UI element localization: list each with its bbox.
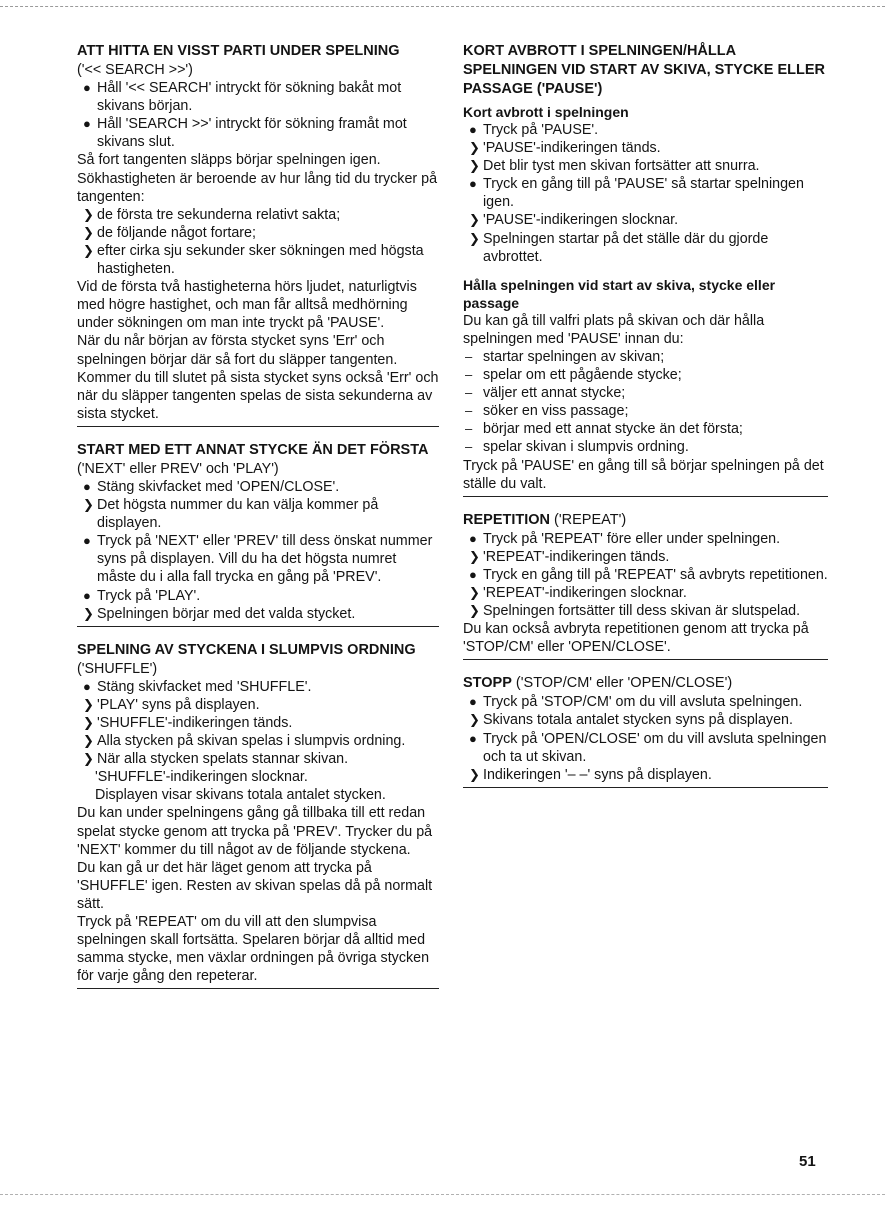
list-item: – börjar med ett annat stycke än det första;	[465, 421, 743, 438]
arrow-marker: ❯	[469, 766, 480, 782]
list-item: ❯ Spelningen börjar med det valda stycket.	[83, 605, 356, 622]
arrow-marker: ❯	[469, 712, 480, 728]
arrow-marker: ❯	[83, 242, 94, 258]
list-item: ● Tryck en gång till på 'REPEAT' så avbryts repetitionen.	[469, 566, 828, 583]
bullet-marker: ●	[469, 730, 477, 746]
paragraph: Du kan gå ur det här läget genom att trycka på 'SHUFFLE' igen. Resten av skivan spelas då på normalt sätt.	[77, 859, 433, 912]
arrow-marker: ❯	[469, 158, 480, 174]
arrow-marker: ❯	[83, 733, 94, 749]
section-title: SPELNING AV STYCKENA I SLUMPVIS ORDNING	[77, 641, 416, 658]
dash-marker: –	[465, 421, 473, 437]
list-item: ● Håll 'SEARCH >>' intryckt för sökning framåt mot skivans slut.	[83, 116, 407, 151]
list-item: ❯ 'REPEAT'-indikeringen tänds.	[469, 548, 670, 565]
list-item: ● Håll '<< SEARCH' intryckt för sökning bakåt mot skivans början.	[83, 80, 402, 115]
paragraph: ('SHUFFLE')	[77, 660, 158, 677]
list-item: – söker en viss passage;	[465, 403, 629, 420]
arrow-marker: ❯	[469, 548, 480, 564]
list-item: – väljer ett annat stycke;	[465, 385, 626, 402]
list-item: ● Tryck på 'PAUSE'.	[469, 122, 599, 138]
arrow-marker: ❯	[83, 696, 94, 712]
list-item: ❯ När alla stycken spelats stannar skivan.	[83, 751, 349, 768]
bullet-marker: ●	[83, 587, 91, 603]
left-column	[77, 42, 439, 1003]
list-item: ● Tryck på 'REPEAT' före eller under spelningen.	[469, 530, 781, 547]
list-item: ● Tryck på 'OPEN/CLOSE' om du vill avsluta spelningen och ta ut skivan.	[469, 730, 827, 765]
list-item: ❯ 'PAUSE'-indikeringen slocknar.	[469, 212, 679, 229]
list-item: ❯ Det högsta nummer du kan välja kommer på displayen.	[83, 497, 379, 532]
arrow-marker: ❯	[83, 605, 94, 621]
bullet-marker: ●	[469, 176, 477, 192]
dash-marker: –	[465, 367, 473, 383]
scan-top-edge	[0, 6, 885, 7]
arrow-marker: ❯	[83, 224, 94, 240]
bullet-marker: ●	[83, 478, 91, 494]
page-number: 51	[799, 1153, 816, 1170]
paragraph: ('<< SEARCH >>')	[77, 62, 193, 78]
section-title: REPETITION ('REPEAT')	[463, 511, 627, 528]
list-item: ❯ efter cirka sju sekunder sker sökningen med högsta hastigheten.	[83, 242, 424, 278]
arrow-marker: ❯	[83, 206, 94, 222]
paragraph: Så fort tangenten släpps börjar spelningen igen.	[77, 152, 381, 169]
paragraph: Du kan gå till valfri plats på skivan och där hålla spelningen med 'PAUSE' innan du:	[463, 312, 765, 347]
list-item-continuation: Displayen visar skivans totala antalet stycken.	[95, 787, 386, 804]
list-item: ❯ Skivans totala antalet stycken syns på displayen.	[469, 712, 793, 729]
list-item: ❯ Det blir tyst men skivan fortsätter att snurra.	[469, 158, 760, 175]
paragraph: Tryck på 'REPEAT' om du vill att den slumpvisa spelningen skall fortsätta. Spelaren börjar då alltid med samma stycke, men växlar ordningen på övriga stycken för varje gång den repeterar.	[77, 914, 430, 985]
section	[463, 674, 828, 787]
arrow-marker: ❯	[469, 140, 480, 156]
list-item: ● Tryck en gång till på 'PAUSE' så startar spelningen igen.	[469, 176, 804, 211]
list-item: ❯ Indikeringen '– –' syns på displayen.	[469, 766, 712, 783]
arrow-marker: ❯	[469, 212, 480, 228]
paragraph: Vid de första två hastigheterna hörs ljudet, naturligtvis med högre hastighet, och man får alltså medhörning under sökningen om man inte tryckt på 'PAUSE'.	[77, 279, 417, 332]
section-title-suffix: ('REPEAT')	[550, 511, 627, 528]
list-item: – startar spelningen av skivan;	[465, 348, 665, 365]
section	[77, 42, 439, 427]
section-title: ATT HITTA EN VISST PARTI UNDER SPELNING	[77, 43, 400, 59]
scan-bottom-edge	[0, 1194, 885, 1195]
right-column	[463, 42, 828, 802]
bullet-marker: ●	[469, 530, 477, 546]
bullet-marker: ●	[83, 80, 91, 96]
bullet-marker: ●	[469, 566, 477, 582]
list-item: ❯ 'SHUFFLE'-indikeringen tänds.	[83, 715, 293, 731]
paragraph: Sökhastigheten är beroende av hur lång tid du trycker på tangenten:	[77, 170, 438, 205]
list-item: ❯ 'REPEAT'-indikeringen slocknar.	[469, 584, 687, 601]
arrow-marker: ❯	[469, 230, 480, 246]
section-title: START MED ETT ANNAT STYCKE ÄN DET FÖRSTA	[77, 441, 429, 458]
list-item: ❯ de följande något fortare;	[83, 224, 256, 241]
subheading: Hålla spelningen vid start av skiva, stycke eller passage	[463, 276, 776, 311]
arrow-marker: ❯	[83, 497, 94, 513]
section	[77, 441, 439, 627]
bullet-marker: ●	[469, 122, 477, 137]
list-item: ● Stäng skivfacket med 'SHUFFLE'.	[83, 678, 312, 695]
list-item: ❯ Spelningen startar på det ställe där du gjorde avbrottet.	[469, 230, 769, 265]
list-item: – spelar skivan i slumpvis ordning.	[465, 439, 689, 456]
list-item: – spelar om ett pågående stycke;	[465, 367, 682, 384]
paragraph: Du kan under spelningens gång gå tillbaka till ett redan spelat stycke genom att trycka på 'PREV'. Trycker du på 'NEXT' kommer du till något av de följande styckena.	[77, 805, 433, 858]
list-item: ● Tryck på 'STOP/CM' om du vill avsluta spelningen.	[469, 694, 803, 711]
bullet-marker: ●	[469, 694, 477, 710]
dash-marker: –	[465, 403, 473, 419]
list-item: ❯ de första tre sekunderna relativt sakta;	[83, 206, 341, 223]
list-item: ● Tryck på 'NEXT' eller 'PREV' till dess önskat nummer syns på displayen. Vill du ha det högsta numret måste du i alla fall trycka en gång på 'PREV'.	[83, 533, 433, 586]
bullet-marker: ●	[83, 678, 91, 694]
section-title-suffix: ('STOP/CM' eller 'OPEN/CLOSE')	[511, 675, 733, 692]
dash-marker: –	[465, 439, 473, 455]
section-title: STOPP ('STOP/CM' eller 'OPEN/CLOSE')	[463, 675, 733, 692]
bullet-marker: ●	[83, 116, 91, 132]
list-item: ❯ Spelningen fortsätter till dess skivan är slutspelad.	[469, 603, 801, 620]
dash-marker: –	[465, 348, 473, 364]
list-item: ❯ 'PLAY' syns på displayen.	[83, 696, 260, 713]
arrow-marker: ❯	[83, 715, 94, 730]
list-item: ● Tryck på 'PLAY'.	[83, 587, 201, 604]
list-item-continuation: 'SHUFFLE'-indikeringen slocknar.	[95, 769, 308, 786]
dash-marker: –	[465, 385, 473, 401]
paragraph: Du kan också avbryta repetitionen genom att trycka på 'STOP/CM' eller 'OPEN/CLOSE'.	[463, 621, 809, 656]
section-title: KORT AVBROTT I SPELNINGEN/HÅLLA SPELNINGEN VID START AV SKIVA, STYCKE ELLER PASSAGE ('PAUSE')	[463, 43, 825, 97]
section	[463, 42, 828, 497]
paragraph: Tryck på 'PAUSE' en gång till så börjar spelningen på det ställe du valt.	[463, 457, 824, 492]
subheading: Kort avbrott i spelningen	[463, 104, 629, 120]
section	[77, 641, 439, 990]
arrow-marker: ❯	[469, 603, 480, 619]
list-item: ❯ 'PAUSE'-indikeringen tänds.	[469, 140, 661, 157]
paragraph: När du når början av första stycket syns 'Err' och spelningen börjar där så fort du släpper tangenten. Kommer du till slutet på sista stycket syns också 'Err' och när du släpper tangenten spelas de sista sekunderna av sista stycket.	[77, 333, 439, 422]
list-item: ● Stäng skivfacket med 'OPEN/CLOSE'.	[83, 478, 340, 495]
list-item: ❯ Alla stycken på skivan spelas i slumpvis ordning.	[83, 733, 406, 750]
section	[463, 511, 828, 661]
bullet-marker: ●	[83, 533, 91, 549]
arrow-marker: ❯	[83, 751, 94, 767]
arrow-marker: ❯	[469, 584, 480, 600]
paragraph: ('NEXT' eller PREV' och 'PLAY')	[77, 460, 279, 477]
